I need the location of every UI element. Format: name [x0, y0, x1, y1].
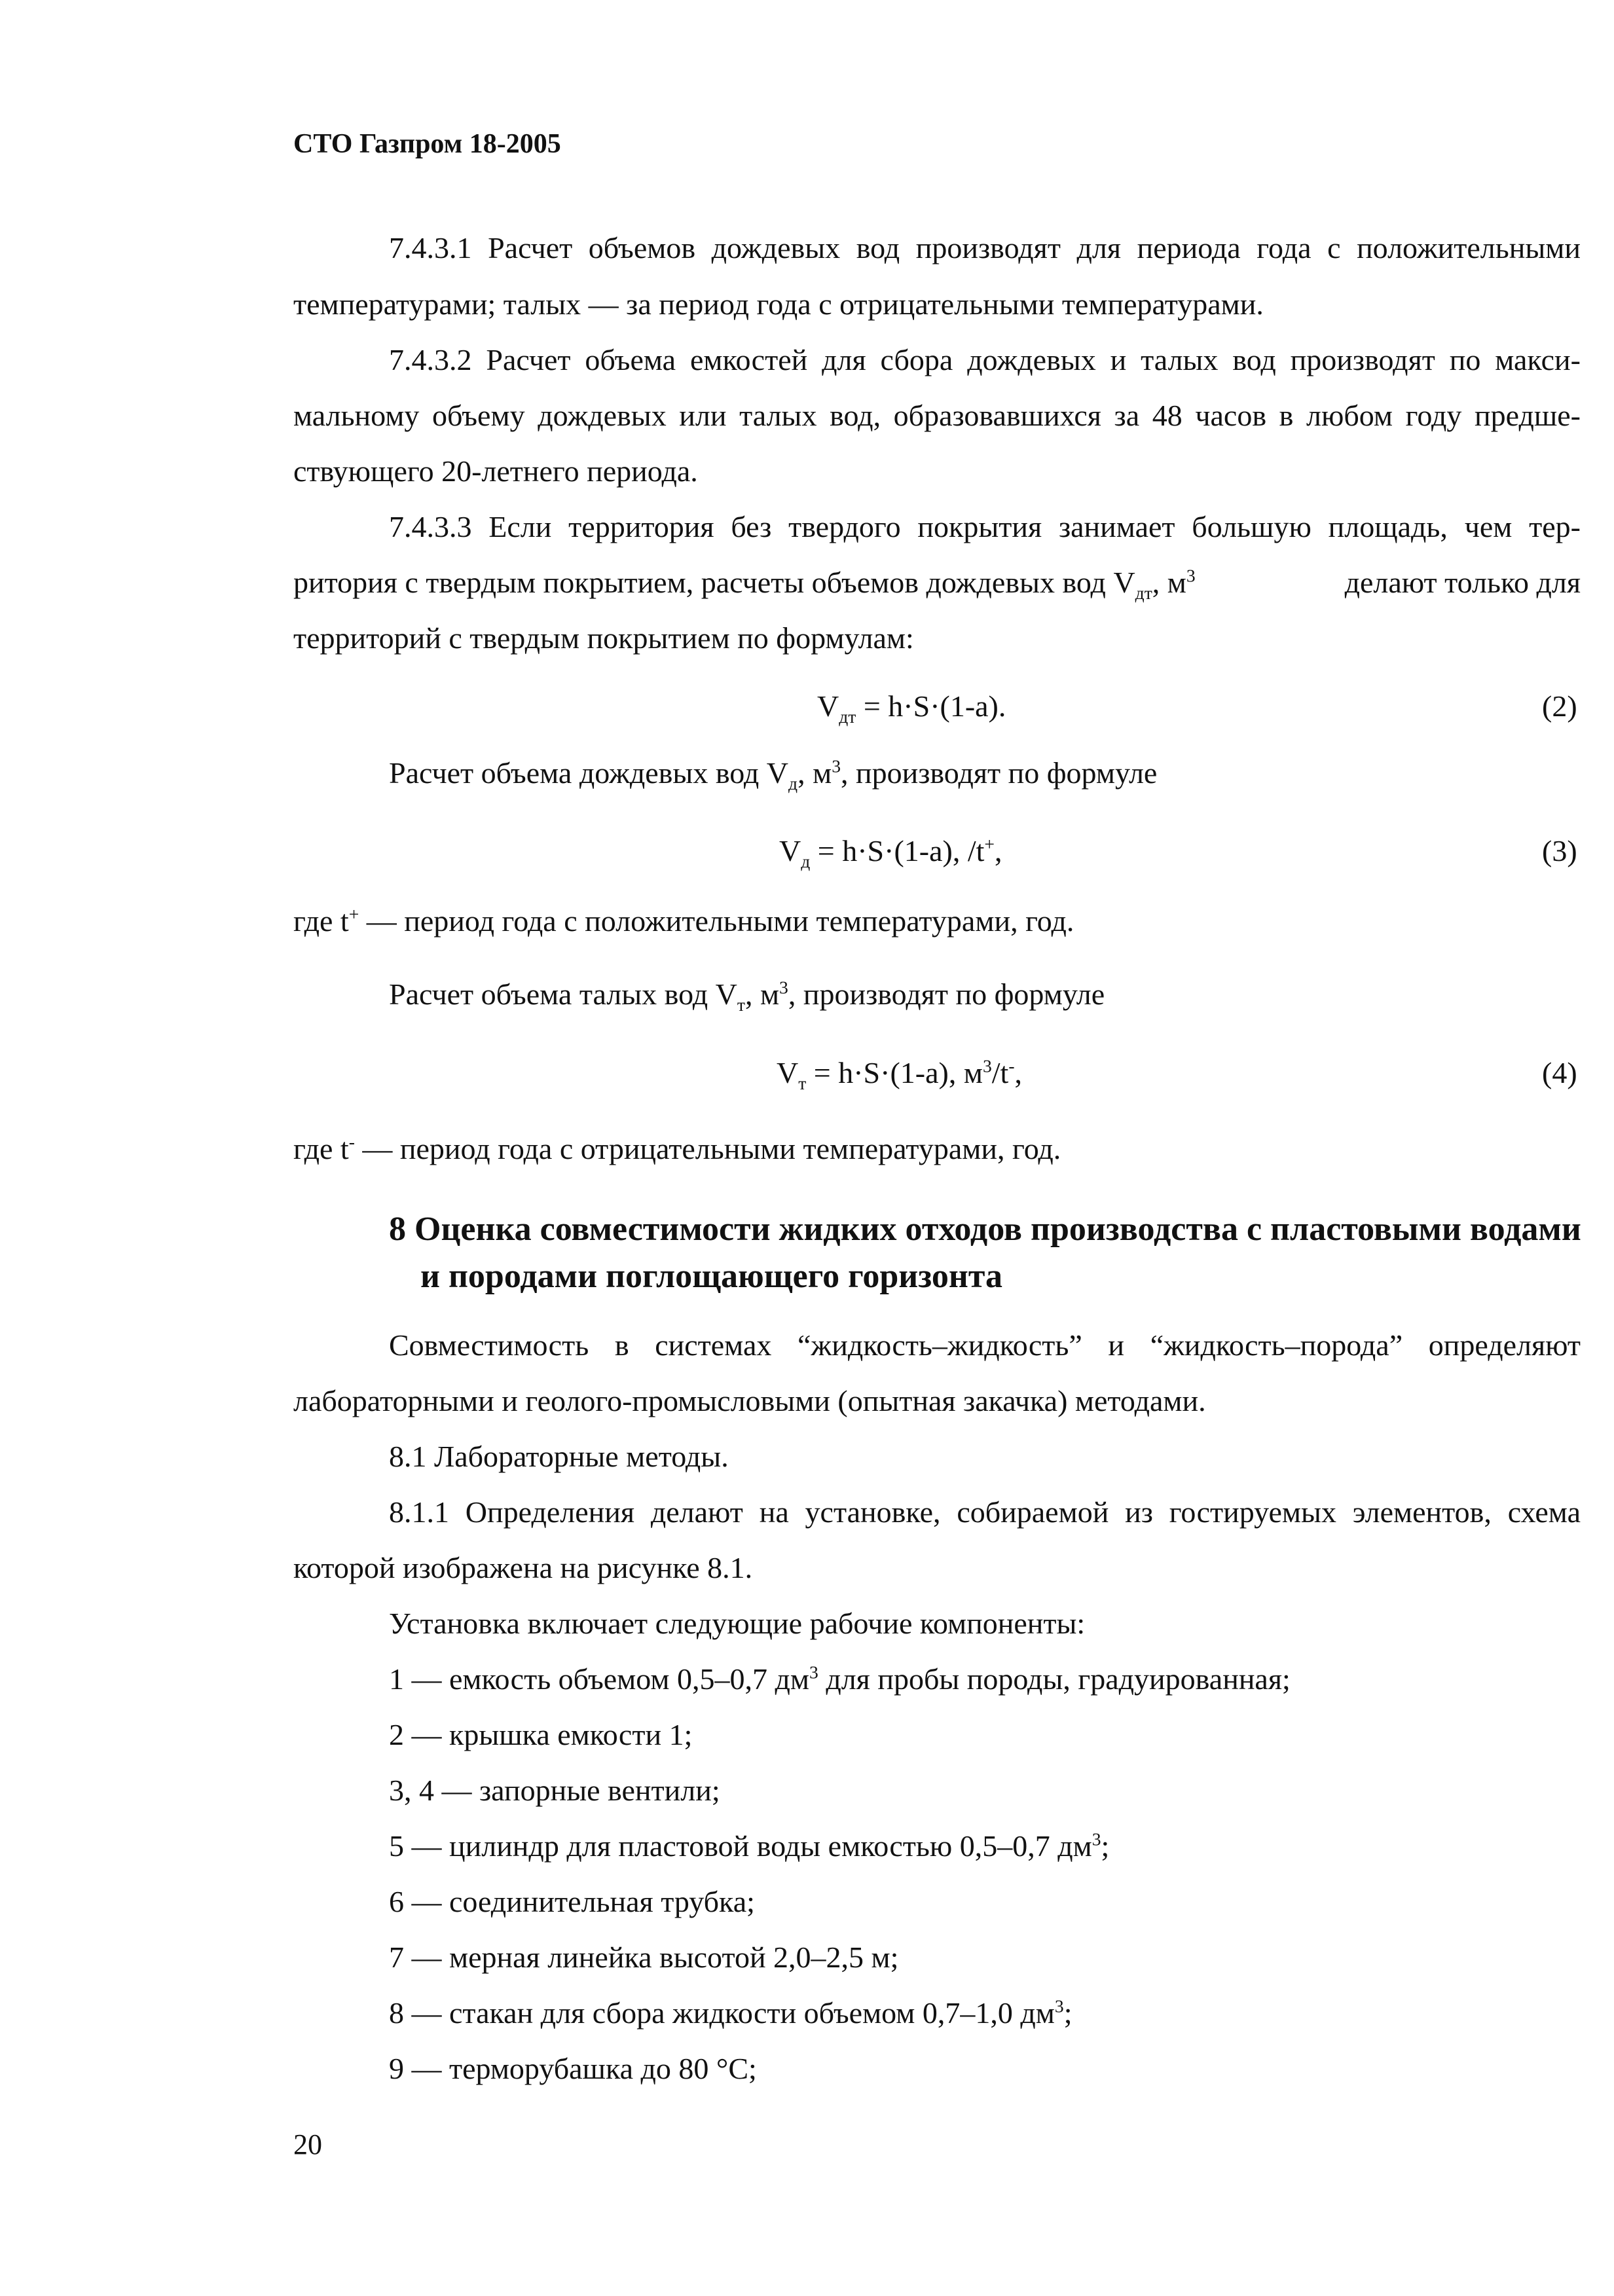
paragraph-8-1-1-line1: 8.1.1 Определения делают на установке, собираемой из гостируемых элементов, схема — [389, 1495, 1581, 1529]
where-t-minus: где t- — период года с отрицательными температурами, год. — [293, 1131, 1061, 1165]
list-item: 6 — соединительная трубка; — [389, 1885, 755, 1918]
paragraph-components-intro: Установка включает следующие рабочие компоненты: — [389, 1607, 1086, 1640]
section-8-heading-line2: и породами поглощающего горизонта — [420, 1258, 1003, 1295]
formula-4-number: (4) — [1542, 1056, 1577, 1089]
list-item: 3, 4 — запорные вентили; — [389, 1774, 720, 1807]
list-item: 5 — цилиндр для пластовой воды емкостью 0,5–0,7 $дм^3$; — [389, 1829, 1110, 1863]
page-number: 20 — [293, 2128, 322, 2160]
paragraph-rain-volume: Расчет объема дождевых вод $V_д$, $м^3$, производят по формуле — [389, 756, 1158, 794]
paragraph-melt-volume: Расчет объема талых вод $V_т$, $м^3$, производят по формуле — [389, 977, 1105, 1015]
list-item: 7 — мерная линейка высотой 2,0–2,5 м; — [389, 1941, 899, 1974]
formula-4: $V_т = h\cdot S\cdot(1-a)$, $м^3/t^-$, — [777, 1055, 1023, 1094]
formula-3: $V_д = h\cdot S\cdot(1-a)$, /t+, — [779, 833, 1002, 872]
paragraph-8-1: 8.1 Лабораторные методы. — [389, 1440, 729, 1473]
paragraph-7-4-3-2-line2: мальному объему дождевых или талых вод, образовавшихся за 48 часов в любом году предше- — [293, 399, 1581, 432]
where-t-plus: где t+ — период года с положительными температурами, год. — [293, 903, 1074, 938]
p3-line2-part-a: ритория с твердым покрытием, расчеты объемов дождевых вод $V_{дт}$, $м^3$ — [293, 565, 1196, 604]
running-header: СТО Газпром 18-2005 — [293, 129, 561, 159]
paragraph-compatibility-line1: Совместимость в системах “жидкость–жидкость” и “жидкость–порода” определяют — [389, 1328, 1581, 1362]
formula-2: $V_{дт} = h\cdot S\cdot(1-a)$. — [817, 689, 1006, 727]
paragraph-7-4-3-3-line2 — [293, 565, 1581, 604]
paragraph-7-4-3-3-line1: 7.4.3.3 Если территория без твердого покрытия занимает большую площадь, чем тер- — [389, 510, 1581, 543]
paragraph-7-4-3-1-line1: 7.4.3.1 Расчет объемов дождевых вод производят для периода года с положительными — [389, 231, 1581, 264]
list-item: 9 — терморубашка до 80 °C; — [389, 2052, 757, 2085]
paragraph-7-4-3-2-line3: ствующего 20-летнего периода. — [293, 454, 698, 488]
list-item: 1 — емкость объемом 0,5–0,7 $дм^3$ для пробы породы, градуированная; — [389, 1662, 1291, 1696]
section-8-heading-line1: 8 Оценка совместимости жидких отходов производства с пластовыми водами — [389, 1211, 1581, 1248]
paragraph-7-4-3-3-line3: территорий с твердым покрытием по формулам: — [293, 621, 914, 655]
list-item: 2 — крышка емкости 1; — [389, 1718, 693, 1751]
paragraph-7-4-3-2-line1: 7.4.3.2 Расчет объема емкостей для сбора дождевых и талых вод производят по макси- — [389, 343, 1581, 376]
formula-3-number: (3) — [1542, 834, 1577, 867]
paragraph-compatibility-line2: лабораторными и геолого-промысловыми (опытная закачка) методами. — [293, 1384, 1206, 1417]
p3-line2-part-c: делают только для — [1344, 566, 1581, 599]
paragraph-7-4-3-1-line2: температурами; талых — за период года с отрицательными температурами. — [293, 287, 1264, 321]
paragraph-8-1-1-line2: которой изображена на рисунке 8.1. — [293, 1551, 753, 1584]
formula-2-number: (2) — [1542, 689, 1577, 723]
list-item: 8 — стакан для сбора жидкости объемом 0,7–1,0 $дм^3$; — [389, 1995, 1073, 2030]
